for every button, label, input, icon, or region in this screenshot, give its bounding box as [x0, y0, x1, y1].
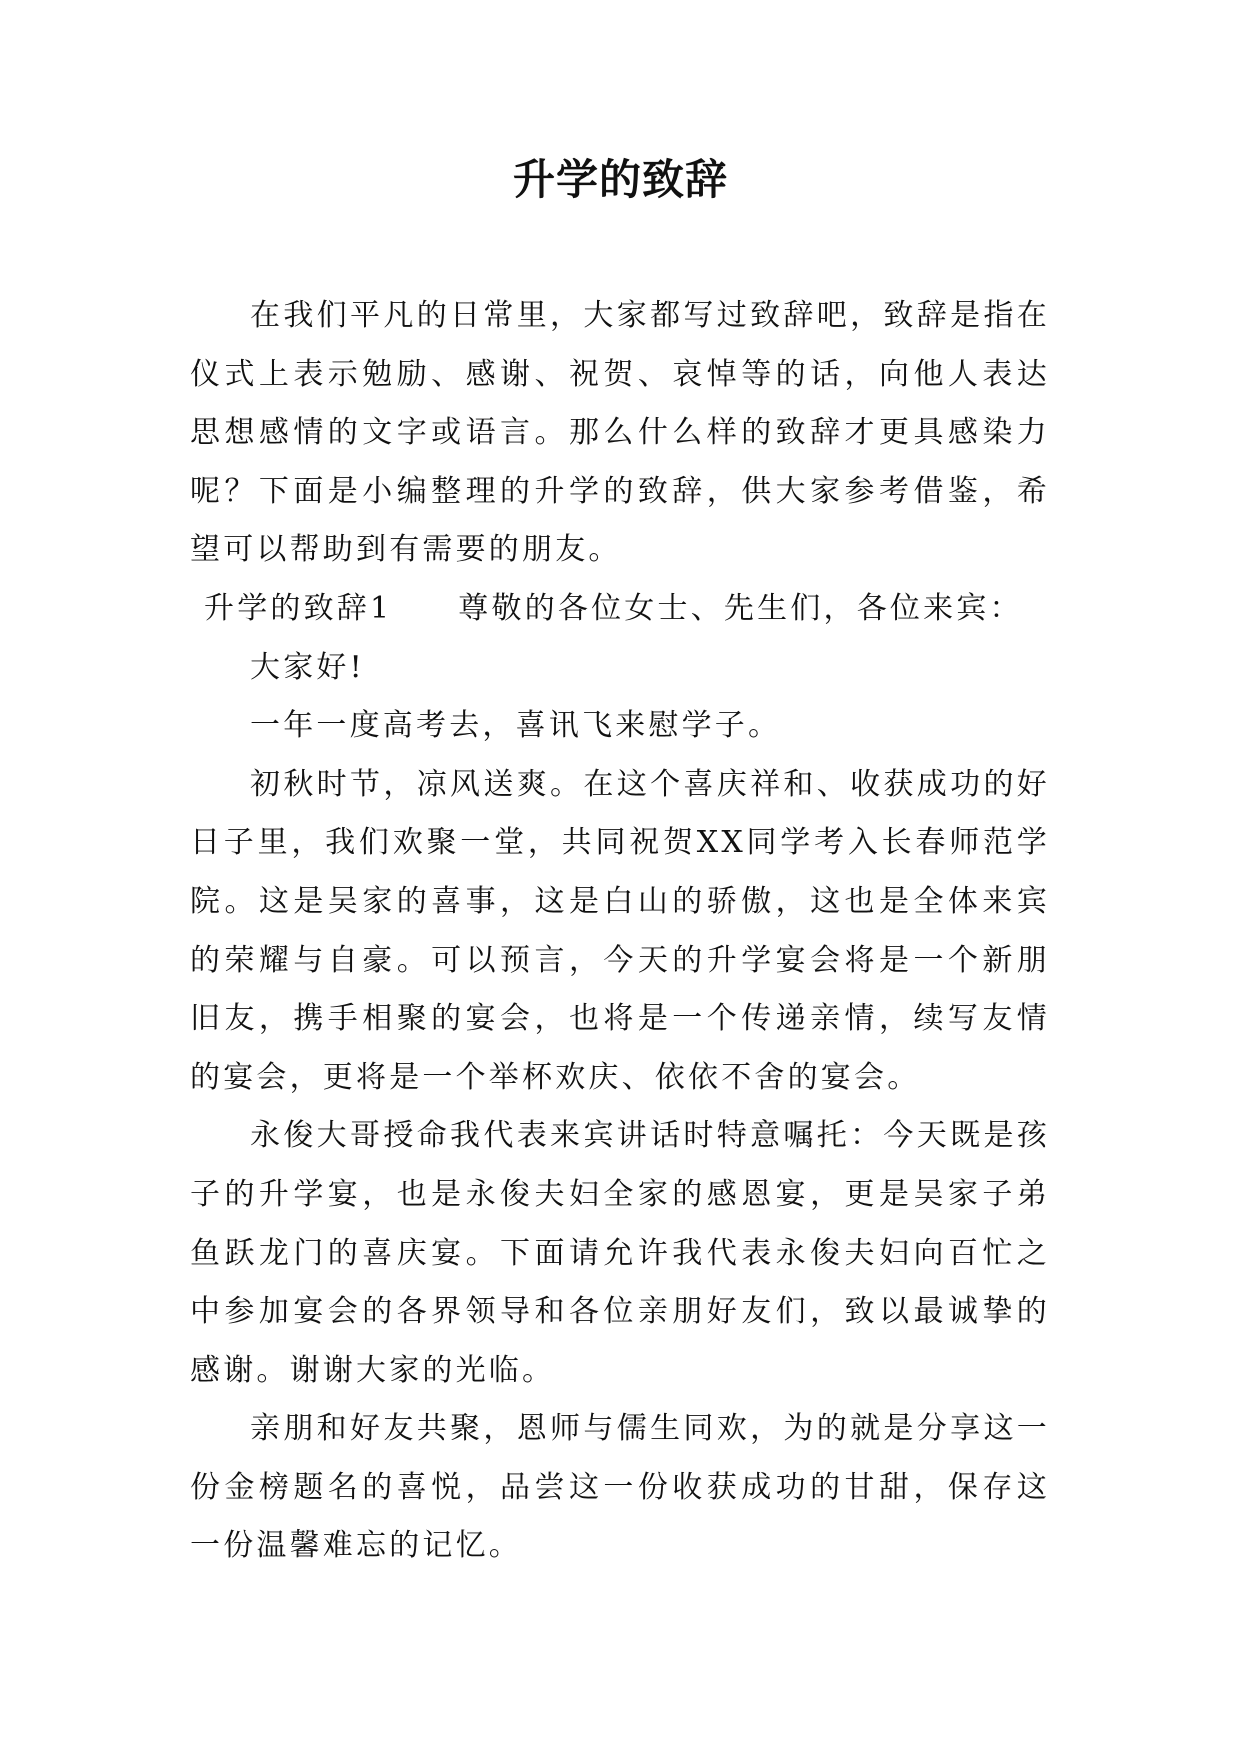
section-heading: 升学的致辞1 — [204, 590, 393, 626]
section-line — [190, 580, 1050, 639]
document-title: 升学的致辞 — [512, 155, 728, 204]
document-body — [190, 287, 1050, 1576]
body-paragraph: 亲朋和好友共聚，恩师与儒生同欢，为的就是分享这一份金榜题名的喜悦，品尝这一份收获成功的甘甜，保存这一份温馨难忘的记忆。 — [190, 1411, 1050, 1564]
greeting-paragraph: 大家好! — [250, 649, 365, 685]
body-paragraph: 永俊大哥授命我代表来宾讲话时特意嘱托：今天既是孩子的升学宴，也是永俊夫妇全家的感恩宴，更是吴家子弟鱼跃龙门的喜庆宴。下面请允许我代表永俊夫妇向百忙之中参加宴会的各界领导和各位亲朋好友们，致以最诚挚的感谢。谢谢大家的光临。 — [190, 1118, 1050, 1388]
body-paragraph: 一年一度高考去，喜讯飞来慰学子。 — [250, 708, 782, 744]
body-paragraph: 初秋时节，凉风送爽。在这个喜庆祥和、收获成功的好日子里，我们欢聚一堂，共同祝贺XX同学考入长春师范学院。这是吴家的喜事，这是白山的骄傲，这也是全体来宾的荣耀与自豪。可以预言，今天的升学宴会将是一个新朋旧友，携手相聚的宴会，也将是一个传递亲情，续写友情的宴会，更将是一个举杯欢庆、依依不舍的宴会。 — [190, 766, 1050, 1095]
salutation: 尊敬的各位女士、先生们，各位来宾： — [458, 590, 1023, 626]
intro-paragraph: 在我们平凡的日常里，大家都写过致辞吧，致辞是指在仪式上表示勉励、感谢、祝贺、哀悼等的话，向他人表达思想感情的文字或语言。那么什么样的致辞才更具感染力呢？下面是小编整理的升学的致辞，供大家参考借鉴，希望可以帮助到有需要的朋友。 — [190, 298, 1050, 568]
